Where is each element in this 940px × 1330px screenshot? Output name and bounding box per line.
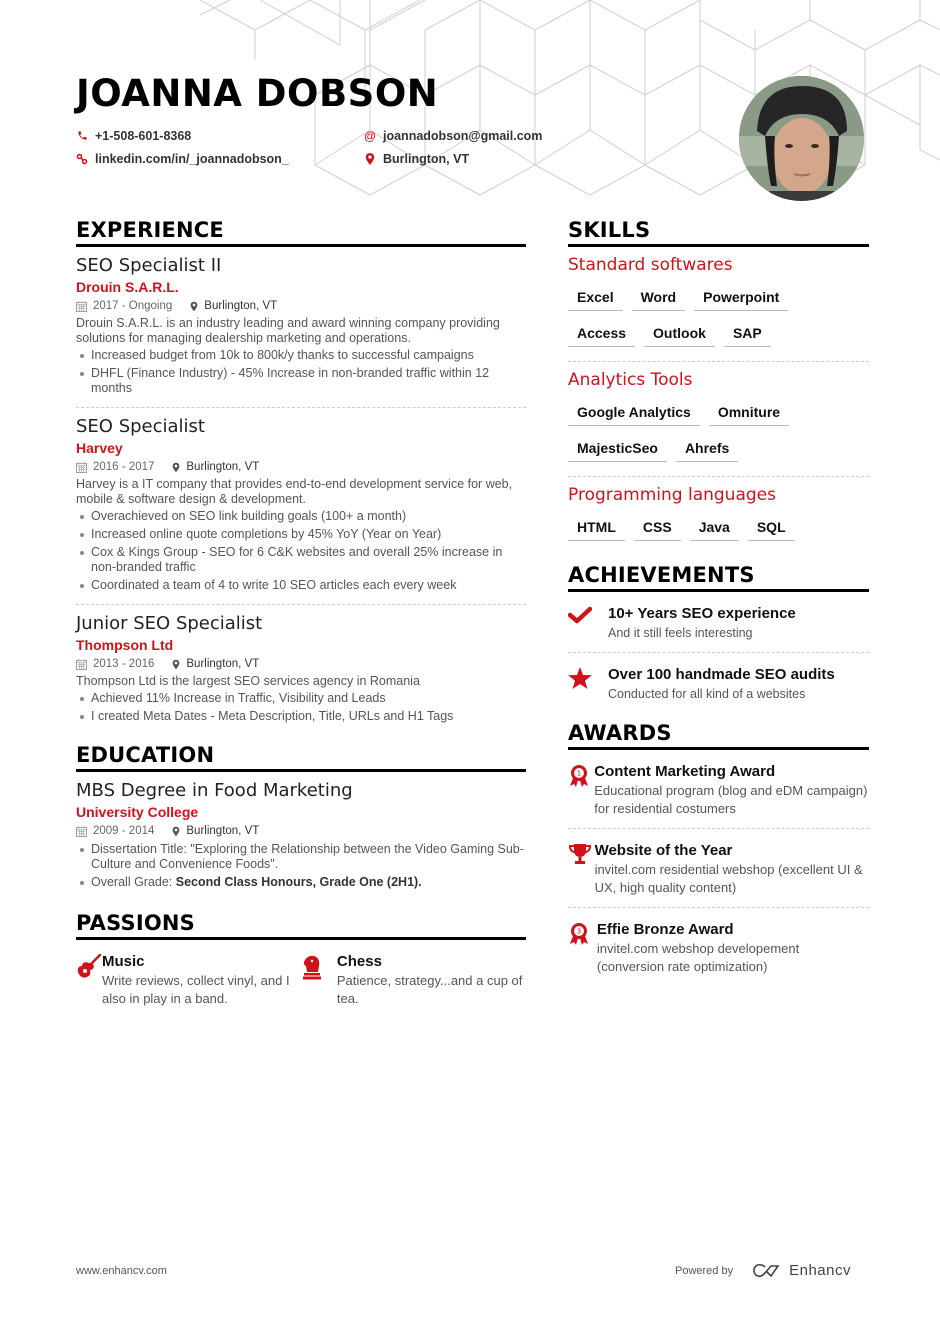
job-title: SEO Specialist II xyxy=(76,255,222,276)
job-meta xyxy=(76,655,526,673)
job-location-text: Burlington, VT xyxy=(186,461,260,473)
location-text: Burlington, VT xyxy=(383,151,470,166)
map-pin-icon xyxy=(364,153,376,165)
skill-tag: HTML xyxy=(568,513,625,541)
job-location-text: Burlington, VT xyxy=(186,658,260,670)
skill-tag: Google Analytics xyxy=(568,398,700,426)
experience-item xyxy=(76,247,526,408)
education-bullet xyxy=(76,875,526,890)
skill-tags xyxy=(568,277,869,362)
award-item xyxy=(568,829,869,908)
skill-tag: Access xyxy=(568,319,635,347)
linkedin-text: linkedin.com/in/_joannadobson_ xyxy=(95,151,289,166)
award-title: Content Marketing Award xyxy=(594,763,776,780)
passion-description: Patience, strategy...and a cup of tea. xyxy=(336,973,523,1006)
job-title: SEO Specialist xyxy=(76,416,205,437)
phone-icon xyxy=(76,130,88,142)
achievement-title: 10+ Years SEO experience xyxy=(608,605,796,622)
map-pin-icon xyxy=(172,826,180,837)
section-title-achievements: ACHIEVEMENTS xyxy=(568,563,869,592)
job-bullet: Coordinated a team of 4 to write 10 SEO articles each every week xyxy=(76,578,526,593)
education-dates: 2009 - 2014 xyxy=(93,825,155,837)
award-item xyxy=(568,908,869,986)
company-name: Thompson Ltd xyxy=(76,637,174,653)
svg-text:3: 3 xyxy=(576,927,582,936)
passions-section xyxy=(76,911,526,1008)
award-description: invitel.com webshop developement (conversion rate optimization) xyxy=(596,941,800,974)
job-meta xyxy=(76,458,526,476)
job-location-text: Burlington, VT xyxy=(204,300,278,312)
company-name: Drouin S.A.R.L. xyxy=(76,279,179,295)
svg-text:1: 1 xyxy=(576,769,582,778)
job-bullet: Overachieved on SEO link building goals (100+ a month) xyxy=(76,509,526,524)
skill-tags xyxy=(568,392,869,477)
job-location xyxy=(172,458,259,476)
experience-item xyxy=(76,605,526,735)
job-description: Harvey is a IT company that provides end-to-end development service for web, mobile & software design & development. xyxy=(76,477,513,506)
job-bullets xyxy=(76,509,526,593)
calendar-icon xyxy=(76,462,87,473)
skill-tag: Omniture xyxy=(709,398,789,426)
footer-website-link[interactable]: www.enhancv.com xyxy=(76,1265,167,1277)
candidate-name: JOANNA DOBSON xyxy=(76,72,439,115)
map-pin-icon xyxy=(190,301,198,312)
passion-item xyxy=(301,952,526,1008)
calendar-icon xyxy=(76,301,87,312)
profile-photo xyxy=(739,76,864,201)
skill-tag: Java xyxy=(690,513,739,541)
left-column xyxy=(76,218,526,1008)
education-location-text: Burlington, VT xyxy=(186,825,260,837)
skill-tag: SQL xyxy=(748,513,795,541)
calendar-icon xyxy=(76,659,87,670)
footer-powered-by[interactable] xyxy=(675,1262,851,1279)
school-name: University College xyxy=(76,804,199,820)
job-meta xyxy=(76,297,526,315)
job-bullet: Increased online quote completions by 45% YoY (Year on Year) xyxy=(76,527,526,542)
experience-item xyxy=(76,408,526,605)
skill-tag: SAP xyxy=(724,319,771,347)
email-text: joannadobson@gmail.com xyxy=(383,128,543,143)
job-bullet: Cox & Kings Group - SEO for 6 C&K websites and overall 25% increase in non-branded traffic xyxy=(76,545,526,575)
award-description: Educational program (blog and eDM campaign) for residential costumers xyxy=(594,783,868,816)
job-location xyxy=(172,655,259,673)
enhancv-logo-icon xyxy=(751,1263,783,1279)
grade-label: Overall Grade: xyxy=(91,875,176,889)
job-bullet: Increased budget from 10k to 800k/y thanks to successful campaigns xyxy=(76,348,526,363)
section-title-experience: EXPERIENCE xyxy=(76,218,526,247)
achievement-title: Over 100 handmade SEO audits xyxy=(608,666,835,683)
job-bullets xyxy=(76,691,526,724)
passions-list xyxy=(76,952,526,1008)
powered-by-label: Powered by xyxy=(675,1264,734,1277)
skill-tags xyxy=(568,507,869,555)
degree-title: MBS Degree in Food Marketing xyxy=(76,780,353,801)
achievement-item xyxy=(568,592,869,653)
achievements-section xyxy=(568,563,869,713)
section-title-skills: SKILLS xyxy=(568,218,869,247)
job-dates: 2016 - 2017 xyxy=(93,461,155,473)
section-title-awards: AWARDS xyxy=(568,721,869,750)
section-title-education: EDUCATION xyxy=(76,743,526,772)
award-item xyxy=(568,750,869,829)
contact-email[interactable] xyxy=(364,128,564,143)
calendar-icon xyxy=(76,826,87,837)
job-description: Thompson Ltd is the largest SEO services agency in Romania xyxy=(76,674,420,688)
medal-icon xyxy=(568,920,597,976)
awards-section xyxy=(568,721,869,986)
achievement-description: Conducted for all kind of a websites xyxy=(608,687,806,701)
map-pin-icon xyxy=(172,462,180,473)
enhancv-brand: Enhancv xyxy=(789,1262,851,1279)
medal-icon xyxy=(568,762,594,818)
skill-category-title: Analytics Tools xyxy=(568,370,693,390)
skill-category-title: Standard softwares xyxy=(568,255,733,275)
skill-tag: Excel xyxy=(568,283,623,311)
education-bullet: Dissertation Title: "Exploring the Relationship between the Video Gaming Sub-Culture and Convenience Foods". xyxy=(76,842,526,872)
map-pin-icon xyxy=(172,659,180,670)
education-bullets xyxy=(76,842,526,890)
education-meta xyxy=(76,822,526,840)
job-title: Junior SEO Specialist xyxy=(76,613,263,634)
skill-tag: Outlook xyxy=(644,319,715,347)
phone-text: +1-508-601-8368 xyxy=(95,128,192,143)
at-sign-icon: @ xyxy=(364,128,376,143)
job-bullet: DHFL (Finance Industry) - 45% Increase in non-branded traffic within 12 months xyxy=(76,366,526,396)
skill-tag: MajesticSeo xyxy=(568,434,667,462)
resume-header xyxy=(76,72,438,115)
job-bullet: Achieved 11% Increase in Traffic, Visibility and Leads xyxy=(76,691,526,706)
company-name: Harvey xyxy=(76,440,123,456)
experience-section xyxy=(76,218,526,735)
contact-info xyxy=(76,128,556,166)
star-icon xyxy=(568,665,608,703)
award-title: Website of the Year xyxy=(594,842,733,859)
education-location xyxy=(172,822,259,840)
job-description: Drouin S.A.R.L. is an industry leading and award winning company providing solutions for managing dealership marketing and operations. xyxy=(76,316,500,345)
guitar-icon xyxy=(76,952,102,1008)
passion-item xyxy=(76,952,301,1008)
chess-knight-icon xyxy=(301,952,337,1008)
grade-value: Second Class Honours, Grade One (2H1). xyxy=(175,875,422,889)
skill-tag: CSS xyxy=(634,513,681,541)
link-icon xyxy=(76,153,88,165)
award-description: invitel.com residential webshop (excellent UI & UX, high quality content) xyxy=(594,862,863,895)
education-item xyxy=(76,772,526,901)
right-column xyxy=(568,218,869,986)
passion-description: Write reviews, collect vinyl, and I also in play in a band. xyxy=(102,973,290,1006)
section-title-passions: PASSIONS xyxy=(76,911,526,940)
job-dates: 2013 - 2016 xyxy=(93,658,155,670)
checkmark-icon xyxy=(568,604,608,642)
education-section xyxy=(76,743,526,901)
achievement-item xyxy=(568,653,869,713)
job-dates: 2017 - Ongoing xyxy=(93,300,173,312)
skill-tag: Powerpoint xyxy=(694,283,788,311)
contact-location xyxy=(364,151,564,166)
skill-category-title: Programming languages xyxy=(568,485,776,505)
job-location xyxy=(190,297,277,315)
job-bullets xyxy=(76,348,526,396)
skill-tag: Word xyxy=(632,283,686,311)
job-bullet: I created Meta Dates - Meta Description, Title, URLs and H1 Tags xyxy=(76,709,526,724)
contact-phone[interactable] xyxy=(76,128,364,143)
skill-tag: Ahrefs xyxy=(676,434,738,462)
trophy-icon xyxy=(568,841,595,897)
passion-title: Music xyxy=(102,953,145,970)
contact-linkedin[interactable] xyxy=(76,151,364,166)
passion-title: Chess xyxy=(336,953,382,970)
award-title: Effie Bronze Award xyxy=(596,921,734,938)
skills-section xyxy=(568,218,869,555)
achievement-description: And it still feels interesting xyxy=(608,626,753,640)
